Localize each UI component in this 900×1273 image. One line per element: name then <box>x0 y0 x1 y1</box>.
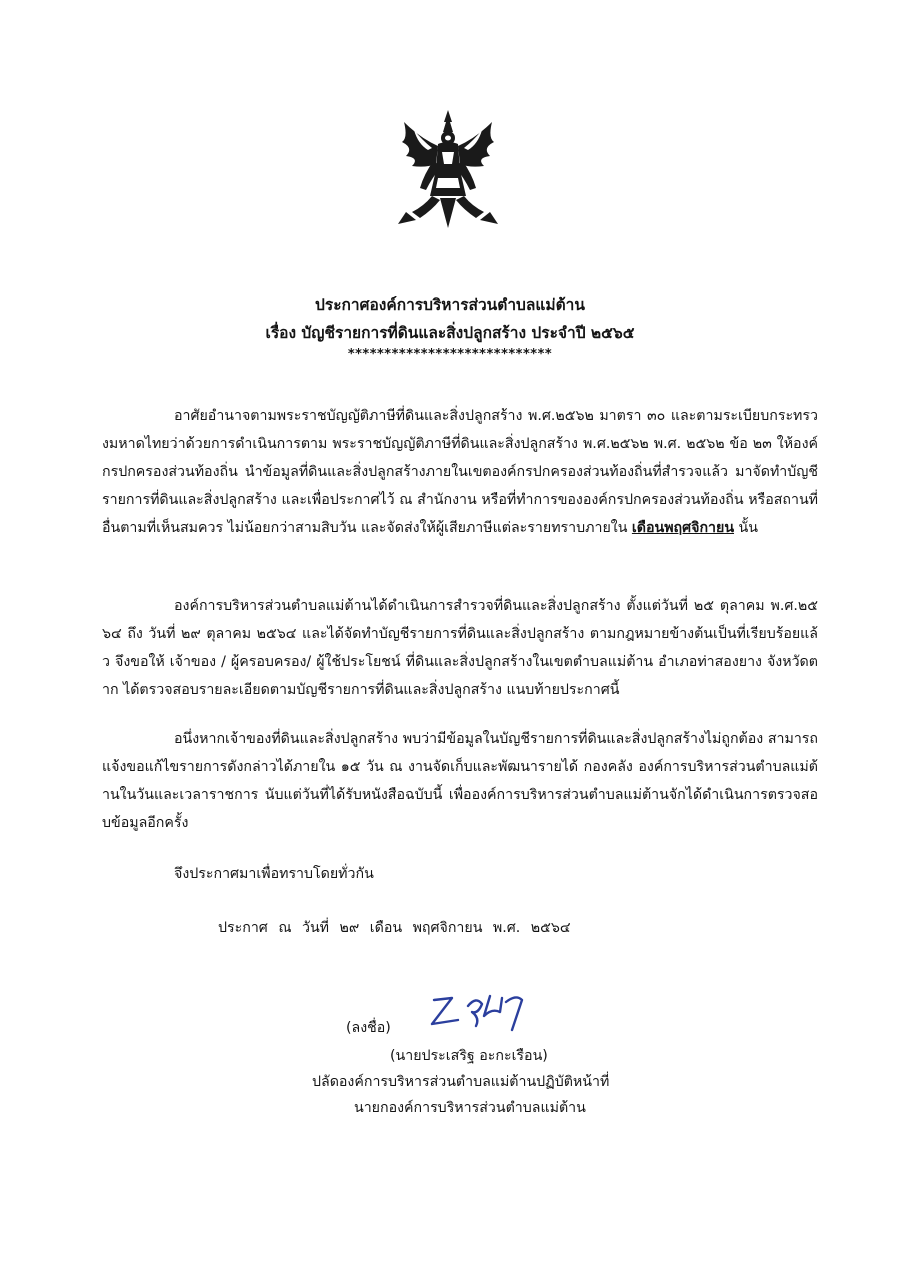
signatory-name: (นายประเสริฐ อะกะเรือน) <box>390 1048 548 1064</box>
paragraph-authority-suffix: นั้น <box>734 520 758 536</box>
garuda-emblem-icon <box>394 108 502 230</box>
announcement-date: ประกาศ ณ วันที่ ๒๙ เดือน พฤศจิกายน พ.ศ. ๒๕๖๔ <box>218 920 571 936</box>
signatory-position-line2: นายกองค์การบริหารส่วนตำบลแม่ต้าน <box>354 1100 586 1116</box>
announcement-subject: เรื่อง บัญชีรายการที่ดินและสิ่งปลูกสร้าง ประจำปี ๒๕๖๕ <box>265 324 635 342</box>
closing-line: จึงประกาศมาเพื่อทราบโดยทั่วกัน <box>174 866 374 882</box>
paragraph-survey: องค์การบริหารส่วนตำบลแม่ต้านได้ดำเนินการสำรวจที่ดินและสิ่งปลูกสร้าง ตั้งแต่วันที่ ๒๕ ตุลาคม พ.ศ.๒๕๖๔ ถึง วันที่ ๒๙ ตุลาคม ๒๕๖๔ และได้จัดทำบัญชีรายการที่ดินและสิ่งปลูกสร้าง ตามกฎหมายข้างต้นเป็นที่เรียบร้อยแล้ว จึงขอให้ เจ้าของ / ผู้ครอบครอง/ ผู้ใช้ประโยชน์ ที่ดินและสิ่งปลูกสร้างในเขตตำบลแม่ต้าน อำเภอท่าสองยาง จังหวัดตาก ได้ตรวจสอบรายละเอียดตามบัญชีรายการที่ดินและสิ่งปลูกสร้าง แนบท้ายประกาศนี้ <box>102 598 818 698</box>
signatory-position-line1: ปลัดองค์การบริหารส่วนตำบลแม่ต้านปฏิบัติหน้าที่ <box>312 1074 610 1090</box>
paragraph-authority <box>102 402 818 542</box>
paragraph-correction: อนึ่งหากเจ้าของที่ดินและสิ่งปลูกสร้าง พบว่ามีข้อมูลในบัญชีรายการที่ดินและสิ่งปลูกสร้างไม่ถูกต้อง สามารถแจ้งขอแก้ไขรายการดังกล่าวได้ภายใน ๑๕ วัน ณ งานจัดเก็บและพัฒนารายได้ กองคลัง องค์การบริหารส่วนตำบลแม่ต้านในวันและเวลาราชการ นับแต่วันที่ได้รับหนังสือฉบับนี้ เพื่อองค์การบริหารส่วนตำบลแม่ต้านจักได้ดำเนินการตรวจสอบข้อมูลอีกครั้ง <box>102 731 818 831</box>
title-separator: **************************** <box>347 347 553 362</box>
announcement-title: ประกาศองค์การบริหารส่วนตำบลแม่ต้าน <box>315 296 585 314</box>
deadline-month: เดือนพฤศจิกายน <box>631 520 735 536</box>
signature-label: (ลงชื่อ) <box>346 1020 391 1036</box>
handwritten-signature-icon <box>424 990 536 1032</box>
paragraph-authority-text: อาศัยอำนาจตามพระราชบัญญัติภาษีที่ดินและสิ่งปลูกสร้าง พ.ศ.๒๕๖๒ มาตรา ๓๐ และตามระเบียบกระทรวงมหาดไทยว่าด้วยการดำเนินการตาม พระราชบัญญัติภาษีที่ดินและสิ่งปลูกสร้าง พ.ศ.๒๕๖๒ พ.ศ. ๒๕๖๒ ข้อ ๒๓ ให้องค์กรปกครองส่วนท้องถิ่น นำข้อมูลที่ดินและสิ่งปลูกสร้างภายในเขตองค์กรปกครองส่วนท้องถิ่นที่สำรวจแล้ว มาจัดทำบัญชีรายการที่ดินและสิ่งปลูกสร้าง และเพื่อประกาศไว้ ณ สำนักงาน หรือที่ทำการขององค์กรปกครองส่วนท้องถิ่น หรือสถานที่อื่นตามที่เห็นสมควร ไม่น้อยกว่าสามสิบวัน และจัดส่งให้ผู้เสียภาษีแต่ละรายทราบภายใน <box>102 408 818 536</box>
